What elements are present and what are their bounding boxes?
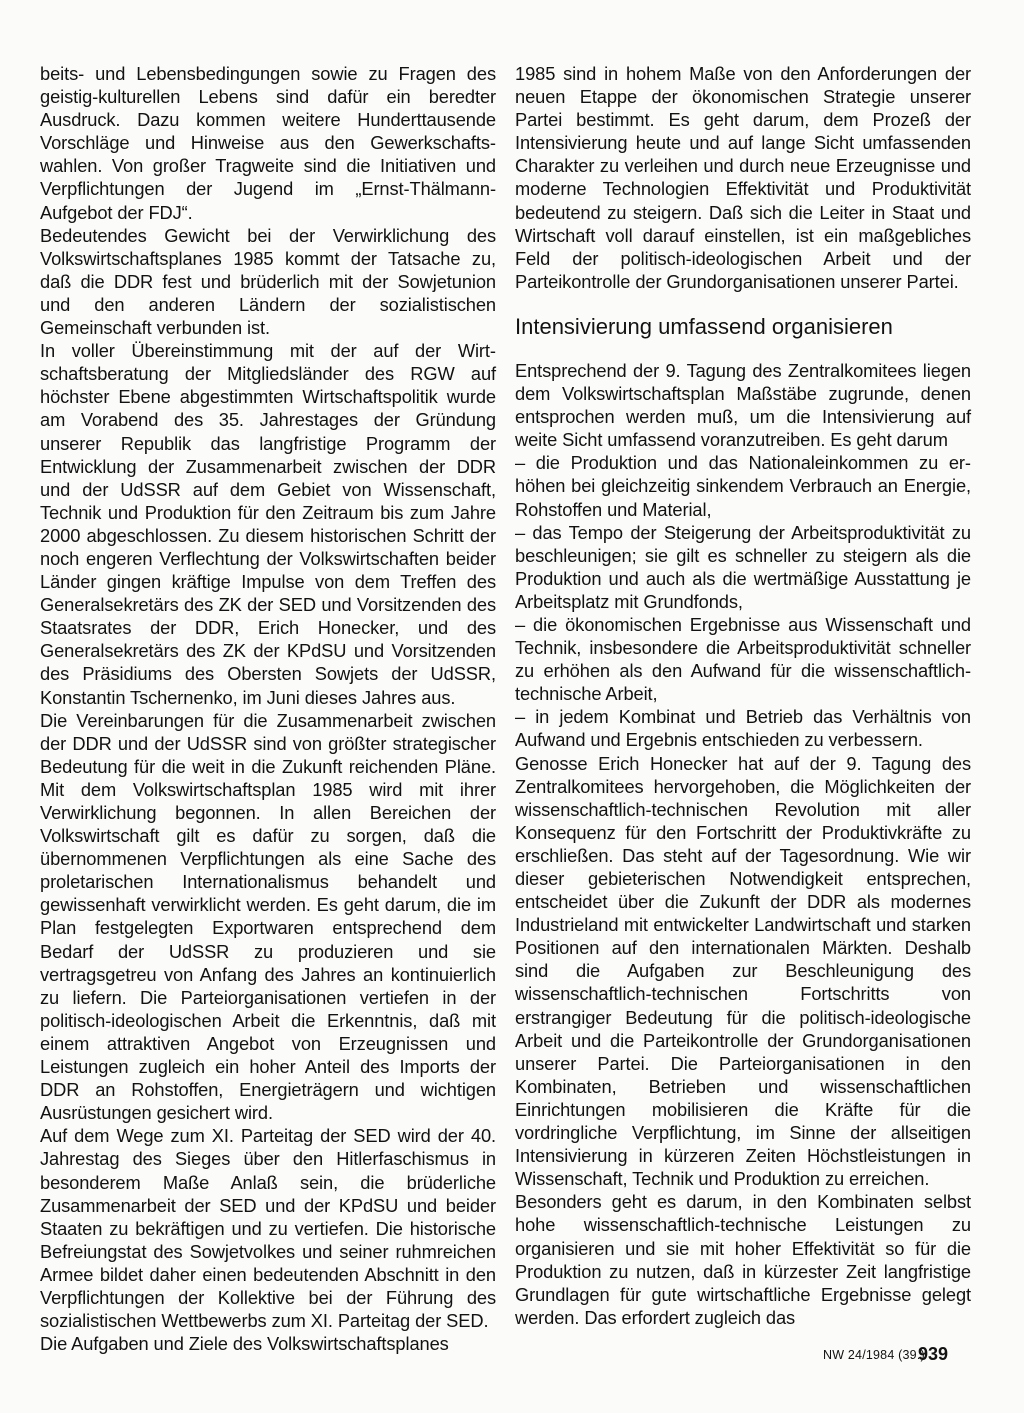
list-item: – das Tempo der Steigerung der Arbeitsproduktivität zu beschleunigen; sie gilt es schneller zu steigern als die Produktion und auch als die wertmäßige Ausstattung je Arbeitsplatz mit Grundfonds, <box>515 521 971 612</box>
list-item: – in jedem Kombinat und Betrieb das Verhältnis von Aufwand und Ergebnis entschieden zu verbessern. <box>515 706 971 751</box>
paragraph: beits- und Lebensbedingungen sowie zu Fragen des geistig-kulturellen Lebens sind dafür ein beredter Ausdruck. Dazu kommen weitere Hunderttausende Vorschläge und Hinweise aus den Gewerkschaftswahlen. Von großer Tragweite sind die Initiativen und Verpflichtungen der Jugend im „Ernst-Thälmann-Aufgebot der FDJ“. <box>40 63 496 223</box>
paragraph: Entsprechend der 9. Tagung des Zentralkomitees liegen dem Volkswirtschaftsplan Maßstäbe zugrunde, denen entsprochen werden muß, um die Intensivierung auf weite Sicht umfassend voranzutreiben. Es geht darum <box>515 359 971 451</box>
paragraph: Auf dem Wege zum XI. Parteitag der SED wird der 40. Jahrestag des Sieges über den Hitlerfaschismus in besonderem Maße Anlaß sein, die brüderliche Zusammenarbeit der SED und der KPdSU und beider Staaten zu bekräftigen und zu vertiefen. Die historische Befreiungstat des Sowjetvolkes und seiner ruhmreichen Armee bildet daher einen bedeutenden Abschnitt in den Verpflichtungen der Kollektive bei der Führung des sozialistischen Wettbewerbs zum XI. Parteitag der SED. <box>40 1125 496 1332</box>
section-heading: Intensivierung umfassend organisieren <box>515 313 893 339</box>
paragraph: 1985 sind in hohem Maße von den Anforderungen der neuen Etappe der ökonomischen Strategie unserer Partei bestimmt. Es geht darum, dem Prozeß der Intensivierung heute und auf lange Sicht umfassenden Charakter zu verleihen und durch neue Erzeugnisse und moderne Technologien Effektivität und Produktivität bedeutend zu steigern. Daß sich die Leiter in Staat und Wirtschaft voll darauf einstellen, ist ein maßgebliches Feld der politisch-ideologischen Arbeit und der Parteikontrolle der Grundorganisationen unserer Partei. <box>515 63 971 292</box>
page-footer <box>0 1343 1024 1369</box>
list-item: – die Produktion und das Nationaleinkommen zu erhöhen bei gleichzeitig sinkendem Verbrauch an Energie, Rohstoffen und Material, <box>515 452 971 520</box>
issue-reference: NW 24/1984 (39.) <box>823 1348 925 1362</box>
page-number: 939 <box>918 1344 949 1364</box>
paragraph: Genosse Erich Honecker hat auf der 9. Tagung des Zentralkomitees hervorgehoben, die Möglichkeiten der wissenschaftlich-technischen Revolution mit aller Konsequenz für den Fortschritt der Produktivkräfte zu erschließen. Das steht auf der Tagesordnung. Wie wir dieser gebieterischen Notwendigkeit entsprechen, entscheidet über die Zukunft der DDR als modernes Industrieland mit entwickelter Landwirtschaft und starken Positionen auf den internationalen Märkten. Deshalb sind die Aufgaben zur Beschleunigung des wissenschaftlich-technischen Fortschritts von erstrangiger Bedeutung für die politisch-ideologische Arbeit und die Parteikontrolle der Grundorganisationen unserer Partei. Die Parteiorganisationen in den Kombinaten, Betrieben und wissenschaftlichen Einrichtungen mobilisieren die Kräfte für die vordringliche Verpflichtung, im Sinne der allseitigen Intensivierung in kürzeren Zeiten Höchstleistungen in Wissenschaft, Technik und Produktion zu erreichen. <box>515 752 971 1190</box>
paragraph: Bedeutendes Gewicht bei der Verwirklichung des Volkswirtschaftsplanes 1985 kommt der Tatsache zu, daß die DDR fest und brüderlich mit der Sowjetunion und den anderen Ländern der sozialistischen Gemeinschaft verbunden ist. <box>40 224 496 339</box>
paragraph: In voller Übereinstimmung mit der auf der Wirtschaftsberatung der Mitgliedsländer des RGW auf höchster Ebene abgestimmten Wirtschaftspolitik wurde am Vorabend des 35. Jahrestages der Gründung unserer Republik das langfristige Programm der Entwicklung der Zusammenarbeit zwischen der DDR und der UdSSR auf dem Gebiet von Wissenschaft, Technik und Produktion für den Zeitraum bis zum Jahre 2000 abgeschlossen. Zu diesem historischen Schritt der noch engeren Verflechtung der Volkswirtschaften beider Länder gingen kräftige Impulse von dem Treffen des Generalsekretärs des ZK der SED und Vorsitzenden des Staatsrates der DDR, Erich Honecker, und des Generalsekretärs des ZK der KPdSU und Vorsitzenden des Präsidiums des Obersten Sowjets der UdSSR, Konstantin Tschernenko, im Juni dieses Jahres aus. <box>40 340 496 708</box>
paragraph: Die Vereinbarungen für die Zusammenarbeit zwischen der DDR und der UdSSR sind von größter strategischer Bedeutung für die weit in die Zukunft reichenden Pläne. Mit dem Volkswirtschaftsplan 1985 wird mit ihrer Verwirklichung begonnen. In allen Bereichen der Volkswirtschaft gilt es dafür zu sorgen, daß die übernommenen Verpflichtungen als eine Sache des proletarischen Internationalismus behandelt und gewissenhaft verwirklicht werden. Es geht darum, die im Plan festgelegten Exportwaren entsprechend dem Bedarf der UdSSR zu produzieren und sie vertragsgetreu von Anfang des Jahres an kontinuierlich zu liefern. Die Parteiorganisationen vertiefen in der politisch-ideologischen Arbeit die Erkenntnis, daß mit einem attraktiven Angebot von Erzeugnissen und Leistungen zugleich ein hoher Anteil des Imports der DDR an Rohstoffen, Energieträgern und wichtigen Ausrüstungen gesichert wird. <box>40 709 496 1124</box>
paragraph: Die Aufgaben und Ziele des Volkswirtschaftsplanes <box>40 1333 449 1355</box>
paragraph: Besonders geht es darum, in den Kombinaten selbst hohe wissenschaftlich-technische Leistungen zu organisieren und sie mit hoher Effektivität so für die Produktion zu nutzen, daß in kürzester Zeit langfristige Grundlagen für gute wirtschaftliche Ergebnisse gelegt werden. Das erfordert zugleich das <box>515 1191 971 1328</box>
list-item: – die ökonomischen Ergebnisse aus Wissenschaft und Technik, insbesondere die Arbeitsproduktivität schneller zu erhöhen als den Aufwand für die wissenschaftlich-technische Arbeit, <box>515 613 971 705</box>
right-text-column <box>515 62 971 1329</box>
left-text-column <box>40 62 496 1355</box>
